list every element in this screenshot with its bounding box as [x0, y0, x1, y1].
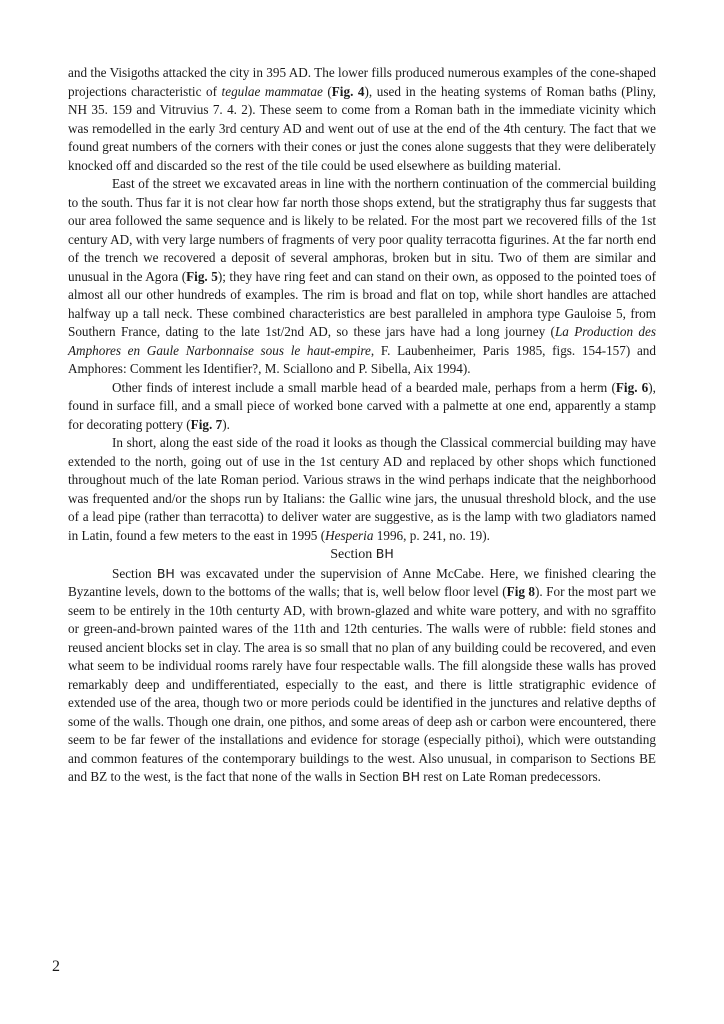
paragraph-east-street: [68, 175, 656, 379]
page-number: 2: [52, 958, 60, 975]
figure-reference: Fig. 4: [331, 83, 365, 99]
section-code: BH: [375, 546, 394, 561]
text-run: ); they have ring feet and can stand on their own, as opposed to the pointed toes of almost all our other hundreds of examples. The rim is broad and flat on top, while short handles are attached halfway up a tall neck. These combined characteristics are best paralleled in amphora type Gauloise 5, from Southern France, dating to the late 1st/2nd AD, so these jars have had a long journey (: [68, 268, 656, 339]
italic-term: tegulae mammatae: [221, 83, 323, 99]
paragraph-other-finds: [68, 379, 656, 435]
paragraph-continued: [68, 64, 656, 175]
text-run: Section: [112, 565, 157, 581]
text-run: ). For the most part we seem to be entirely in the 10th centurty AD, with brown-glazed and white ware pottery, and with no sgraffito or green-and-brown painted wares of the 11th and 12th centuries. The walls were of rubble: field stones and reused ancient blocks set in clay. The area is so small that no plan of any building could be recovered, and even what seem to be individual rooms rarely have four respectable walls. The fill alongside these walls has proved remarkably deep and undifferentiated, especially to the east, and there is little stratigraphic evidence of extended use of the area, though two or more periods could be identified in the junctures and relative depths of some of the walls. Though one drain, one pithos, and some areas of deep ash or carbon were encountered, there seem to be far fewer of the installations and evidence for storage (especially pithoi), which were outstanding and common features of the contemporary buildings to the west. Also unusual, in comparison to Sections BE and BZ to the west, is the fact that none of the walls in Section: [68, 584, 656, 784]
text-run: East of the street we excavated areas in line with the northern continuation of the commercial building to the south. Thus far it is not clear how far north those shops extend, but the stratigraphy thus far suggests that our area followed the same sequence and is likely to be related. For the most part we recovered fills of the 1st century AD, with very large numbers of fragments of very poor quality terracotta figurines. At the far north end of the trench we recovered a deposit of several amphoras, broken but in situ. Two of them are similar and unusual in the Agora (: [68, 176, 656, 284]
section-code: BH: [402, 769, 420, 784]
figure-reference: Fig 8: [506, 584, 536, 599]
italic-citation: La Production des Amphores en Gaule Narbonnaise sous le haut-empire: [68, 324, 656, 358]
section-heading: [68, 545, 656, 565]
figure-reference: Fig. 7: [190, 416, 223, 432]
text-run: rest on Late Roman predecessors.: [420, 769, 601, 784]
text-run: Other finds of interest include a small marble head of a bearded male, perhaps from a herm (: [112, 379, 616, 395]
text-run: , F. Laubenheimer, Paris 1985, figs. 154-157) and Amphores: Comment les Identifier?, M. Sciallono and P. Sibella, Aix 1994).: [68, 342, 656, 376]
document-body: [68, 64, 656, 787]
figure-reference: Fig. 5: [186, 268, 218, 284]
text-run: and the Visigoths attacked the city in 395 AD. The lower fills produced numerous examples of the cone-shaped projections characteristic of: [68, 65, 656, 99]
text-run: ).: [222, 416, 230, 432]
section-code: BH: [156, 565, 175, 581]
paragraph-section-bh: [68, 565, 656, 787]
paragraph-summary: [68, 434, 656, 545]
text-run: ), used in the heating systems of Roman baths (Pliny, NH 35. 159 and Vitruvius 7. 4. 2). These seem to come from a Roman bath in the immediate vicinity which was remodelled in the early 3rd century AD and went out of use at the end of the 4th century. The fact that we found great numbers of the corners with their cones or just the cones alone suggests that they were deliberately knocked off and discarded so the rest of the tile could be used elsewhere as building material.: [68, 83, 656, 173]
figure-reference: Fig. 6: [615, 379, 649, 395]
italic-citation: Hesperia: [325, 527, 374, 543]
text-run: 1996, p. 241, no. 19).: [373, 527, 490, 543]
text-run: (: [322, 83, 332, 99]
text-run: In short, along the east side of the road it looks as though the Classical commercial building may have extended to the north, going out of use in the 1st century AD and replaced by other shops which functioned throughout much of the late Roman period. Various straws in the wind perhaps indicate that the neighborhood was frequented and/or the shops run by Italians: the Gallic wine jars, the unusual threshold block, and the use of a lead pipe (rather than terracotta) to deliver water are suggestive, as is the lamp with two gladiators named in Latin, found a few meters to the east in 1995 (: [68, 435, 656, 543]
text-run: was excavated under the supervision of Anne McCabe. Here, we finished clearing the Byzantine levels, down to the bottoms of the walls; that is, well below floor level (: [68, 565, 656, 599]
text-run: ), found in surface fill, and a small piece of worked bone carved with a palmette at one end, apparently a stamp for decorating pottery (: [68, 379, 656, 432]
heading-prefix: Section: [330, 547, 376, 562]
